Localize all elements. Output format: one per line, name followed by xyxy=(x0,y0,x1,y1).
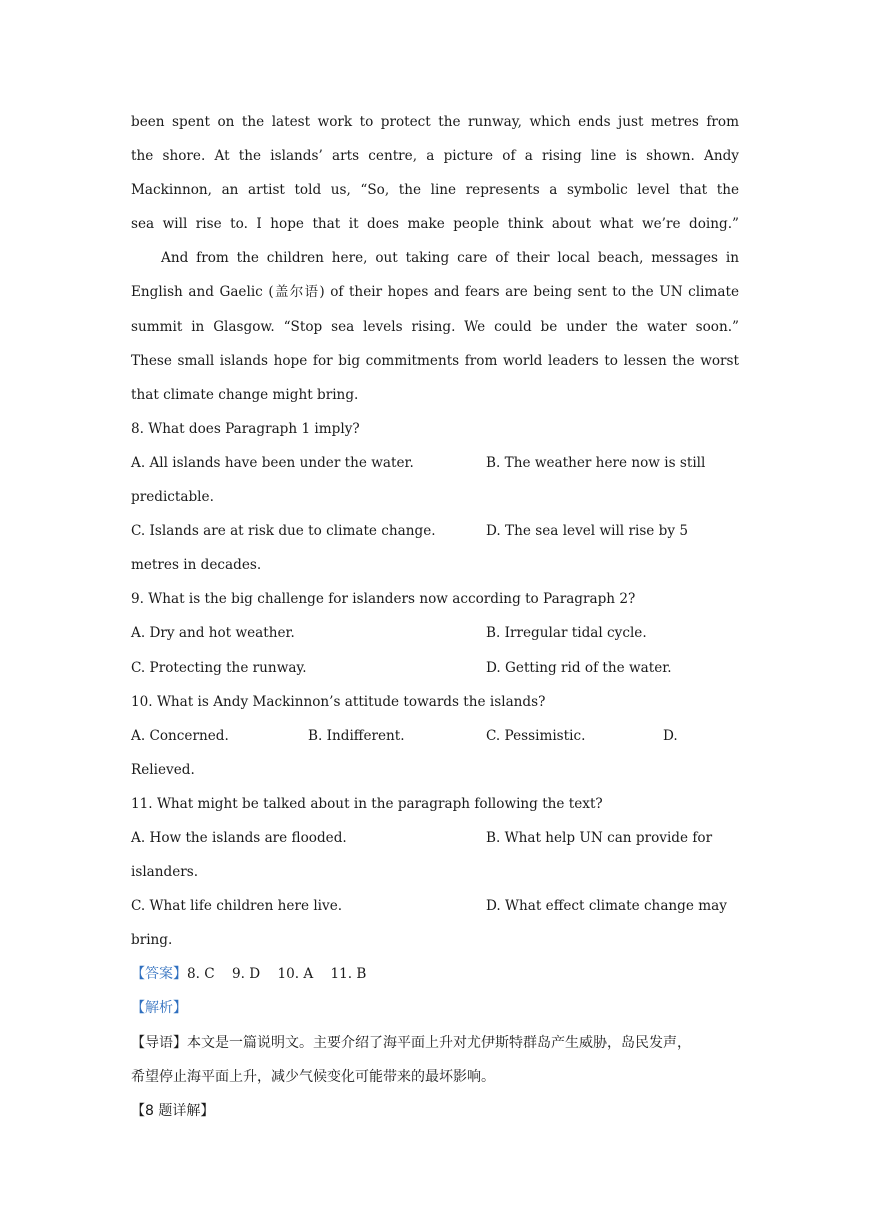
option-9b: B. Irregular tidal cycle. xyxy=(486,625,647,642)
passage-line: Mackinnon, an artist told us, “So, the line represents a symbolic level that the xyxy=(131,182,739,199)
passage-line: been spent on the latest work to protect the runway, which ends just metres from xyxy=(131,114,739,130)
question-11-options-ab xyxy=(131,821,739,855)
question-10-stem: 10. What is Andy Mackinnon’s attitude towards the islands? xyxy=(131,693,546,710)
document-content xyxy=(131,105,739,1128)
question-9-stem: 9. What is the big challenge for islanders now according to Paragraph 2? xyxy=(131,591,636,608)
option-11b: B. What help UN can provide for xyxy=(486,829,713,846)
passage-line: that climate change might bring. xyxy=(131,386,359,403)
option-8a: A. All islands have been under the water. xyxy=(131,454,414,471)
option-11c: C. What life children here live. xyxy=(131,898,343,915)
option-8b-continued: predictable. xyxy=(131,489,214,506)
passage-line: These small islands hope for big commitments from world leaders to lessen the worst xyxy=(131,352,739,369)
question-11-options-cd xyxy=(131,889,739,923)
question-11-stem: 11. What might be talked about in the paragraph following the text? xyxy=(131,795,603,812)
answer-line xyxy=(131,957,739,991)
question-8-stem: 8. What does Paragraph 1 imply? xyxy=(131,420,360,437)
option-11d-continued: bring. xyxy=(131,932,173,949)
option-9a: A. Dry and hot weather. xyxy=(131,625,295,642)
option-10d: D. xyxy=(663,727,678,744)
option-11b-continued: islanders. xyxy=(131,864,199,881)
question-9-options-ab xyxy=(131,616,739,650)
option-10a: A. Concerned. xyxy=(131,727,229,744)
guide-line-2: 希望停止海平面上升，减少气候变化可能带来的最坏影响。 xyxy=(131,1068,495,1085)
option-10d-continued: Relieved. xyxy=(131,761,195,778)
option-10c: C. Pessimistic. xyxy=(486,727,586,744)
passage-line: the shore. At the islands’ arts centre, a picture of a rising line is shown. Andy xyxy=(131,148,739,165)
option-8b: B. The weather here now is still xyxy=(486,454,706,471)
answer-text: 8. C 9. D 10. A 11. B xyxy=(187,966,367,983)
passage-line: And from the children here, out taking care of their local beach, messages in xyxy=(161,250,739,267)
passage-line: sea will rise to. I hope that it does make people think about what we’re doing.” xyxy=(131,216,739,233)
question-8-options-ab xyxy=(131,446,739,480)
guide-line-1: 【导语】本文是一篇说明文。主要介绍了海平面上升对尤伊斯特群岛产生威胁，岛民发声， xyxy=(131,1034,691,1051)
option-8c: C. Islands are at risk due to climate change. xyxy=(131,523,436,540)
analysis-line xyxy=(131,991,739,1025)
option-9c: C. Protecting the runway. xyxy=(131,659,307,676)
option-11a: A. How the islands are flooded. xyxy=(131,829,347,846)
option-8d: D. The sea level will rise by 5 xyxy=(486,523,689,540)
option-8d-continued: metres in decades. xyxy=(131,557,262,574)
option-11d: D. What effect climate change may xyxy=(486,898,727,915)
passage-line: English and Gaelic (盖尔语) of their hopes and fears are being sent to the UN climate xyxy=(131,284,739,301)
detail-heading: 【8 题详解】 xyxy=(131,1102,215,1119)
option-10b: B. Indifferent. xyxy=(308,727,405,744)
question-8-options-cd xyxy=(131,514,739,548)
option-9d: D. Getting rid of the water. xyxy=(486,659,672,676)
question-9-options-cd xyxy=(131,651,739,685)
analysis-label: 【解析】 xyxy=(131,1000,187,1017)
question-10-options xyxy=(131,719,739,753)
passage-line: summit in Glasgow. “Stop sea levels rising. We could be under the water soon.” xyxy=(131,318,739,335)
answer-label: 【答案】 xyxy=(131,966,187,983)
